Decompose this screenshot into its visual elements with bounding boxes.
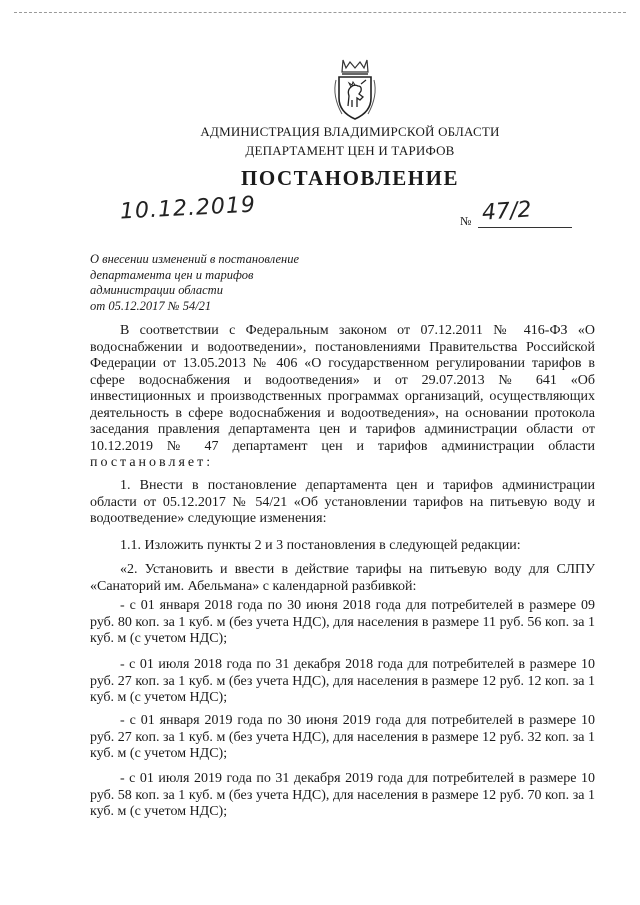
tariff-period-paragraph: - с 01 января 2019 года по 30 июня 2019 года для потребителей в размере 10 руб. 27 коп. за 1 куб. м (без учета НДС), для населения в размере 12 руб. 32 коп. за 1 куб. м (с учетом НДС); [90,713,595,761]
document-title: ПОСТАНОВЛЕНИЕ [241,166,459,190]
preamble-text: В соответствии с Федеральным законом от 07.12.2011 № 416-ФЗ «О водоснабжении и водоотведении», постановлениями Правительства Российской Федерации от 13.05.2013 № 406 «О государственном регулировании тарифов в сфере водоснабжения и водоотведения» и от 29.07.2013 № 641 «Об инвестиционных и производственных программах организаций, осуществляющих деятельность в сфере водоснабжения и водоотведения», на основании протокола заседания правления департамента цен и тарифов администрации области от 10.12.2019 № 47 департамент цен и тарифов администрации области [90,323,595,454]
subject-block [90,252,310,314]
tariff-period-paragraph: - с 01 июля 2018 года по 31 декабря 2018 года для потребителей в размере 10 руб. 27 коп. за 1 куб. м (без учета НДС), для населения в размере 12 руб. 12 коп. за 1 куб. м (с учетом НДС); [90,657,595,705]
subject-line: О внесении изменений в постановление [90,252,300,266]
top-border-line [14,12,626,13]
item-1-1-paragraph: 1.1. Изложить пункты 2 и 3 постановления в следующей редакции: [120,538,521,553]
administration-header: АДМИНИСТРАЦИЯ ВЛАДИМИРСКОЙ ОБЛАСТИ [200,124,500,139]
item-1-paragraph: 1. Внести в постановление департамента цен и тарифов администрации области от 05.12.2017 № 54/21 «Об установлении тарифов на питьевую воду и водоотведение» следующие изменения: [90,478,595,526]
number-label: № [460,214,472,228]
handwritten-number: 47/2 [481,197,533,226]
item-2-paragraph: «2. Установить и ввести в действие тарифы на питьевую воду для СЛПУ «Санаторий им. Абельмана» с календарной разбивкой: [90,562,595,594]
subject-line: департамента цен и тарифов [90,267,254,282]
subject-line: администрации области [90,283,223,297]
document-number [460,197,572,229]
coat-of-arms-icon [330,56,380,122]
department-header: ДЕПАРТАМЕНТ ЦЕН И ТАРИФОВ [245,143,455,158]
number-underline [478,227,572,228]
tariff-period-paragraph: - с 01 июля 2019 года по 31 декабря 2019 года для потребителей в размере 10 руб. 58 коп. за 1 куб. м (без учета НДС), для населения в размере 12 руб. 70 коп. за 1 куб. м (с учетом НДС); [90,771,595,819]
handwritten-date: 10.12.2019 [119,192,257,225]
preamble-paragraph [90,323,595,472]
tariff-period-paragraph: - с 01 января 2018 года по 30 июня 2018 года для потребителей в размере 09 руб. 80 коп. за 1 куб. м (без учета НДС), для населения в размере 11 руб. 56 коп. за 1 куб. м (с учетом НДС); [90,598,595,646]
subject-line: от 05.12.2017 № 54/21 [90,298,212,313]
resolves-word: постановляет: [90,455,214,470]
